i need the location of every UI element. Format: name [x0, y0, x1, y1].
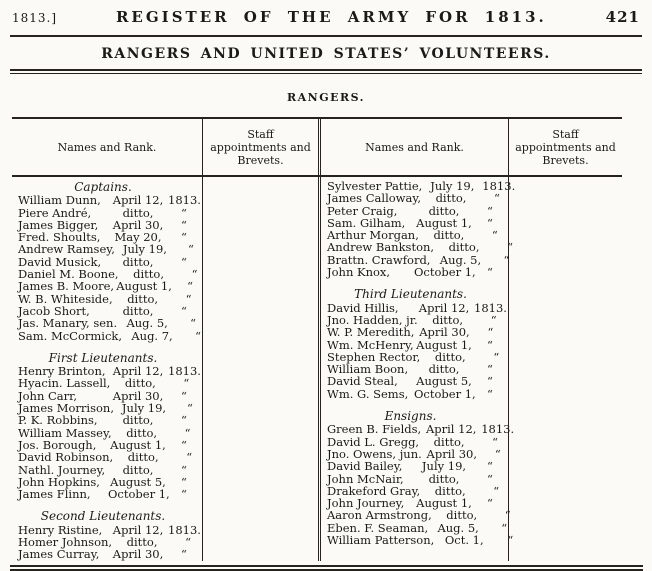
entry-year: “ [181, 205, 187, 220]
names-column-right [318, 177, 516, 561]
entry-date: August 1, [116, 279, 172, 294]
entry-date: ditto, [428, 362, 460, 377]
register-row [18, 280, 200, 292]
staff-column-right [508, 177, 622, 561]
entry-name: James Curray, [18, 547, 100, 562]
entry-year: “ [493, 349, 500, 364]
entry-name: Nathl. Journey, [18, 462, 106, 477]
entry-name: William Massey, [18, 425, 112, 440]
entry-name: James Calloway, [327, 191, 421, 206]
entry-name: Aaron Armstrong, [327, 508, 432, 523]
entry-date: Aug. 7, [131, 328, 173, 343]
entry-name: W. B. Whiteside, [18, 291, 113, 306]
table-header-row [12, 117, 622, 177]
entry-date: ditto, [133, 267, 164, 282]
entry-date: Aug. 5, [439, 252, 482, 267]
entry-year: “ [487, 386, 493, 401]
entry-name: James B. Moore, [18, 279, 115, 294]
entry-year: “ [487, 325, 494, 340]
entry-year: “ [195, 328, 201, 343]
entry-date: July 19, [430, 179, 475, 193]
entry-year: “ [494, 446, 501, 461]
entry-date: August 1, [416, 215, 472, 230]
register-row [327, 192, 506, 204]
entry-date: ditto, [126, 535, 158, 550]
entry-date: April 12, [425, 422, 477, 437]
entry-date: April 12, [112, 522, 164, 537]
entry-year: 1813. [481, 422, 515, 437]
entry-date: April 12, [418, 300, 470, 315]
entry-name: Jno. Hadden, jr. [327, 312, 418, 327]
entry-date: April 30, [419, 325, 470, 340]
entry-year: “ [487, 215, 493, 230]
entry-year: “ [487, 362, 493, 377]
entry-name: David Bailey, [327, 459, 403, 474]
column-header-staff-left: Staff appointments and Brevets. [202, 119, 318, 175]
entry-date: ditto, [432, 312, 464, 327]
entry-name: P. K. Robbins, [18, 413, 98, 428]
entry-date: ditto, [433, 228, 465, 243]
entry-year: “ [487, 496, 493, 511]
entry-name: Wm. McHenry, [327, 337, 414, 352]
rank-section-title: First Lieutenants. [48, 350, 158, 365]
entry-year: “ [187, 401, 193, 416]
double-rule [10, 69, 642, 74]
entry-year: “ [185, 535, 191, 550]
entry-year: “ [490, 312, 497, 327]
entry-year: “ [503, 252, 510, 267]
entry-name: Peter Craig, [327, 203, 398, 218]
entry-date: ditto, [428, 471, 460, 486]
entry-name: John Journey, [327, 496, 405, 511]
entry-year: “ [487, 203, 493, 218]
entry-year: “ [186, 450, 193, 465]
entry-name: James Morrison, [18, 401, 114, 416]
entry-name: Henry Ristine, [18, 522, 103, 537]
entry-name: David Hillis, [327, 300, 399, 315]
entry-year: “ [494, 191, 500, 206]
entry-name: John Knox, [327, 265, 391, 280]
entry-date: ditto, [126, 425, 158, 440]
entry-year: “ [487, 459, 493, 474]
entry-year: “ [181, 462, 187, 477]
entry-name: James Bigger, [18, 217, 99, 232]
entry-date: July 19, [121, 401, 167, 416]
entry-year: “ [507, 240, 514, 255]
entry-name: John McNair, [327, 471, 404, 486]
entry-name: Sam. McCormick, [18, 328, 123, 343]
register-row [18, 317, 200, 329]
entry-name: Andrew Ramsey, [18, 242, 115, 257]
entry-name: Sam. Gilham, [327, 215, 406, 230]
entry-year: “ [501, 520, 508, 535]
register-row [327, 460, 506, 472]
entry-year: “ [181, 547, 187, 562]
entry-year: “ [187, 279, 194, 294]
rank-section-title: Third Lieutenants. [354, 287, 467, 302]
entry-name: Andrew Bankston, [327, 240, 435, 255]
entry-date: ditto, [122, 254, 154, 269]
entry-year: “ [507, 533, 514, 548]
rank-section-title: Captains. [74, 180, 132, 194]
entry-date: Aug. 5, [126, 316, 168, 331]
register-row [327, 326, 506, 338]
page-title: REGISTER OF THE ARMY FOR 1813. [115, 8, 547, 26]
entry-year: 1813. [474, 300, 507, 315]
table-body [12, 177, 622, 561]
entry-date: Aug. 5, [437, 520, 479, 535]
rank-section-title: Ensigns. [384, 409, 437, 424]
horizontal-rule [10, 35, 642, 37]
staff-column-left [202, 177, 318, 561]
register-row [327, 240, 514, 255]
entry-date: ditto, [434, 483, 466, 498]
entry-name: Hyacin. Lassell, [18, 376, 111, 391]
register-row [327, 473, 506, 485]
entry-date: August 5, [110, 474, 166, 489]
entry-name: Jos. Borough, [18, 437, 97, 452]
names-column-left [12, 177, 202, 561]
register-row [327, 533, 514, 548]
entry-date: ditto, [122, 413, 154, 428]
entry-date: ditto, [448, 240, 480, 255]
entry-year: “ [487, 337, 493, 352]
entry-year: “ [181, 437, 187, 452]
register-row [18, 377, 200, 389]
column-header-names-right: Names and Rank. [318, 119, 508, 175]
entry-year: 1813. [168, 364, 201, 379]
entry-date: April 12, [112, 364, 164, 379]
entry-year: “ [191, 267, 198, 282]
entry-date: ditto, [127, 450, 159, 465]
register-row [327, 422, 515, 437]
register-row [18, 464, 200, 476]
entry-year: “ [184, 425, 191, 440]
entry-year: “ [504, 508, 511, 523]
entry-name: Piere André, [18, 205, 92, 220]
entry-date: August 1, [110, 437, 166, 452]
entry-year: “ [181, 217, 187, 232]
entry-date: April 12, [112, 193, 164, 208]
entry-year: “ [181, 254, 187, 269]
entry-date: August 1, [416, 496, 472, 511]
entry-name: Henry Brinton, [18, 364, 106, 379]
entry-date: ditto, [127, 291, 159, 306]
entry-year: 1813. [168, 193, 201, 208]
entry-name: John Carr, [18, 388, 78, 403]
entry-year: “ [185, 291, 192, 306]
entry-year: 1813. [482, 179, 516, 193]
entry-name: Stephen Rector, [327, 349, 421, 364]
entry-name: David Steal, [327, 374, 398, 389]
entry-year: “ [181, 413, 187, 428]
entry-year: 1813. [168, 522, 201, 537]
entry-date: October 1, [414, 265, 476, 280]
entry-name: David L. Gregg, [327, 434, 420, 449]
entry-year: “ [491, 228, 498, 243]
entry-name: Jas. Manary, sen. [18, 316, 118, 331]
entry-name: James Flinn, [18, 487, 91, 502]
entry-name: Homer Johnson, [18, 535, 113, 550]
entry-year: “ [492, 434, 499, 449]
register-row [327, 339, 506, 351]
column-header-names-left: Names and Rank. [57, 141, 157, 154]
entry-date: ditto, [435, 191, 467, 206]
entry-year: “ [181, 388, 187, 403]
running-head-year: 1813.] [12, 11, 58, 25]
entry-year: “ [183, 376, 190, 391]
entry-date: ditto, [122, 303, 154, 318]
entry-name: Wm. G. Sems, [327, 386, 409, 401]
entry-name: William Boon, [327, 362, 409, 377]
register-row [18, 330, 200, 342]
entry-year: “ [181, 487, 187, 502]
register-row [18, 451, 200, 463]
entry-name: John Hopkins, [18, 474, 100, 489]
entry-date: April 30, [426, 446, 478, 461]
entry-date: ditto, [434, 349, 466, 364]
entry-name: Jno. Owens, jun. [327, 446, 422, 461]
register-row [18, 243, 200, 255]
register-row [18, 488, 200, 500]
entry-date: ditto, [122, 462, 154, 477]
running-head [10, 6, 642, 26]
column-header-staff-right: Staff appointments and Brevets. [508, 119, 622, 175]
entry-name: Sylvester Pattie, [327, 179, 423, 193]
entry-name: Arthur Morgan, [327, 228, 419, 243]
entry-name: William Dunn, [18, 193, 101, 208]
entry-year: “ [487, 374, 493, 389]
entry-date: August 5, [416, 374, 472, 389]
entry-year: “ [487, 471, 493, 486]
entry-date: October 1, [414, 386, 476, 401]
entry-year: “ [493, 483, 500, 498]
register-row [18, 414, 200, 426]
entry-year: “ [487, 265, 493, 280]
entry-year: “ [181, 474, 187, 489]
register-row [18, 548, 200, 560]
entry-date: April 30, [112, 547, 164, 562]
entry-name: Jacob Short, [18, 303, 90, 318]
entry-year: “ [181, 303, 187, 318]
register-row [327, 508, 511, 523]
entry-name: Green B. Fields, [327, 422, 422, 437]
entry-name: David Robinson, [18, 450, 114, 465]
entry-date: ditto, [446, 508, 478, 523]
entry-year: “ [181, 230, 187, 245]
entry-date: May 20, [114, 230, 162, 245]
entry-date: ditto, [433, 434, 465, 449]
entry-date: April 30, [112, 217, 164, 232]
entry-year: “ [190, 316, 197, 331]
entry-name: William Patterson, [327, 533, 435, 548]
entry-name: Daniel M. Boone, [18, 267, 119, 282]
entry-date: April 30, [112, 388, 164, 403]
entry-date: July 19, [122, 242, 167, 257]
entry-date: Oct. 1, [444, 533, 484, 548]
entry-date: July 19, [421, 459, 467, 474]
register-row [18, 194, 200, 206]
bottom-double-rule [10, 565, 643, 571]
entry-year: “ [187, 242, 194, 257]
volume-subtitle: RANGERS AND UNITED STATES’ VOLUNTEERS. [101, 46, 551, 62]
register-row [327, 375, 506, 387]
rank-section-title: Second Lieutenants. [40, 509, 166, 524]
entry-date: ditto, [124, 376, 156, 391]
entry-name: Brattn. Crawford, [327, 252, 431, 267]
entry-name: David Musick, [18, 254, 102, 269]
entry-name: Drakeford Gray, [327, 483, 421, 498]
entry-name: Eben. F. Seaman, [327, 520, 429, 535]
register-row [327, 388, 506, 400]
register-row [327, 266, 506, 278]
entry-name: Fred. Shoults, [18, 230, 101, 245]
page-number: 421 [605, 8, 640, 26]
entry-date: October 1, [108, 487, 170, 502]
section-title: RANGERS. [286, 91, 366, 104]
entry-name: W. P. Meredith, [327, 325, 415, 340]
entry-date: ditto, [428, 203, 460, 218]
register-table [12, 117, 622, 561]
entry-date: August 1, [416, 337, 472, 352]
entry-date: ditto, [122, 205, 154, 220]
